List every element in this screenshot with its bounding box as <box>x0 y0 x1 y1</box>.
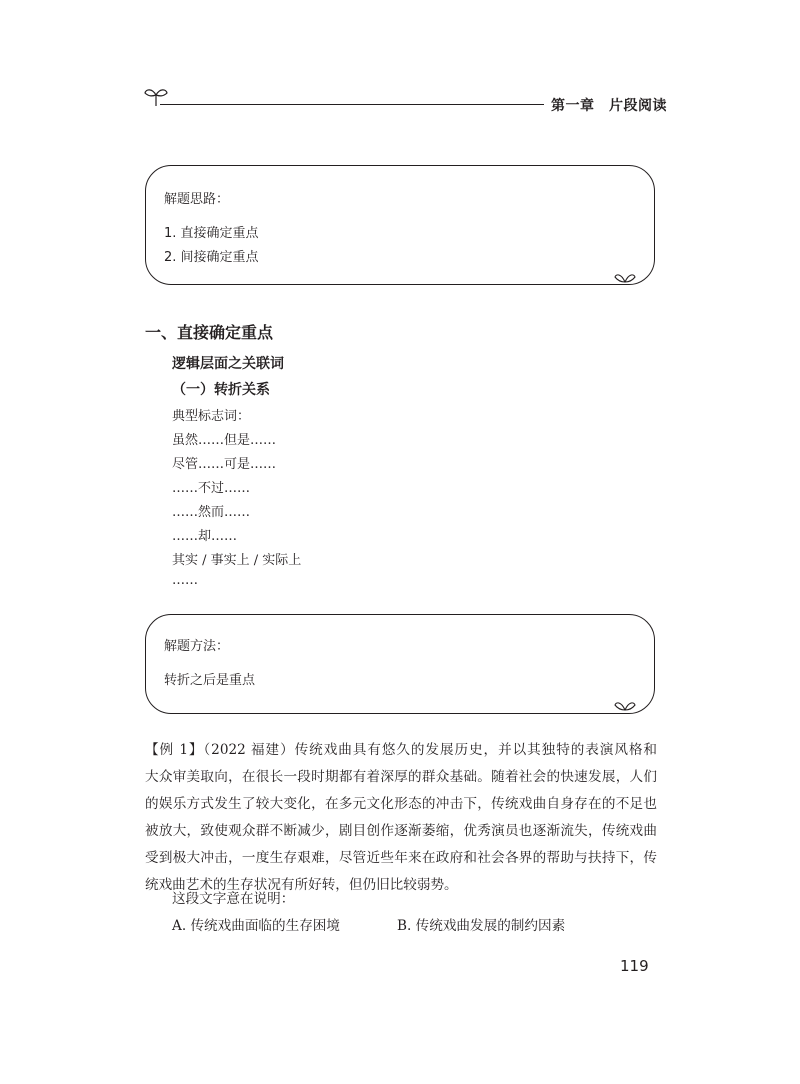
signal-word: ……不过…… <box>172 481 251 496</box>
question-stem: 这段文字意在说明： <box>172 891 295 907</box>
signal-word: ……然而…… <box>172 505 251 520</box>
passage-line: 统戏曲艺术的生存状况有所好转，但仍旧比较弱势。 <box>145 877 458 893</box>
section-heading: 一、直接确定重点 <box>145 323 274 342</box>
option-b: B. 传统戏曲发展的制约因素 <box>397 918 566 934</box>
example-passage <box>145 737 657 899</box>
passage-line: 大众审美取向，在很长一段时期都有着深厚的群众基础。随着社会的快速发展，人们 <box>145 769 657 785</box>
passage-line: 被放大，致使观众群不断减少，剧目创作逐渐萎缩，优秀演员也逐渐流失，传统戏曲 <box>145 823 657 839</box>
subheading: 逻辑层面之关联词 <box>172 356 284 372</box>
page-number: 119 <box>620 957 649 975</box>
sprout-icon <box>614 698 636 712</box>
callout-title: 解题思路： <box>164 192 230 207</box>
callout-body: 转折之后是重点 <box>164 673 256 688</box>
signal-word: 其实 / 事实上 / 实际上 <box>172 553 302 568</box>
signal-word: 虽然……但是…… <box>172 433 277 448</box>
signal-word: ……却…… <box>172 529 238 544</box>
passage-line: 的娱乐方式发生了较大变化，在多元文化形态的冲击下，传统戏曲自身存在的不足也 <box>145 796 657 812</box>
signal-word: …… <box>172 573 198 588</box>
chapter-title: 第一章 片段阅读 <box>551 98 667 114</box>
signal-word: 尽管……可是…… <box>172 457 277 472</box>
solution-method-box <box>145 614 655 714</box>
callout-item: 1. 直接确定重点 <box>164 226 259 241</box>
sprout-icon <box>614 270 636 284</box>
callout-item: 2. 间接确定重点 <box>164 250 259 265</box>
passage-line: 【例 1】（2022 福建）传统戏曲具有悠久的发展历史，并以其独特的表演风格和 <box>145 742 657 758</box>
callout-title: 解题方法： <box>164 639 230 654</box>
option-a: A. 传统戏曲面临的生存困境 <box>172 918 340 934</box>
signal-words-label: 典型标志词： <box>172 409 251 424</box>
subsection-heading: （一）转折关系 <box>172 382 270 398</box>
passage-line: 受到极大冲击，一度生存艰难，尽管近些年来在政府和社会各界的帮助与扶持下，传 <box>145 850 657 866</box>
solution-approach-box <box>145 165 655 285</box>
header-rule <box>160 104 544 105</box>
